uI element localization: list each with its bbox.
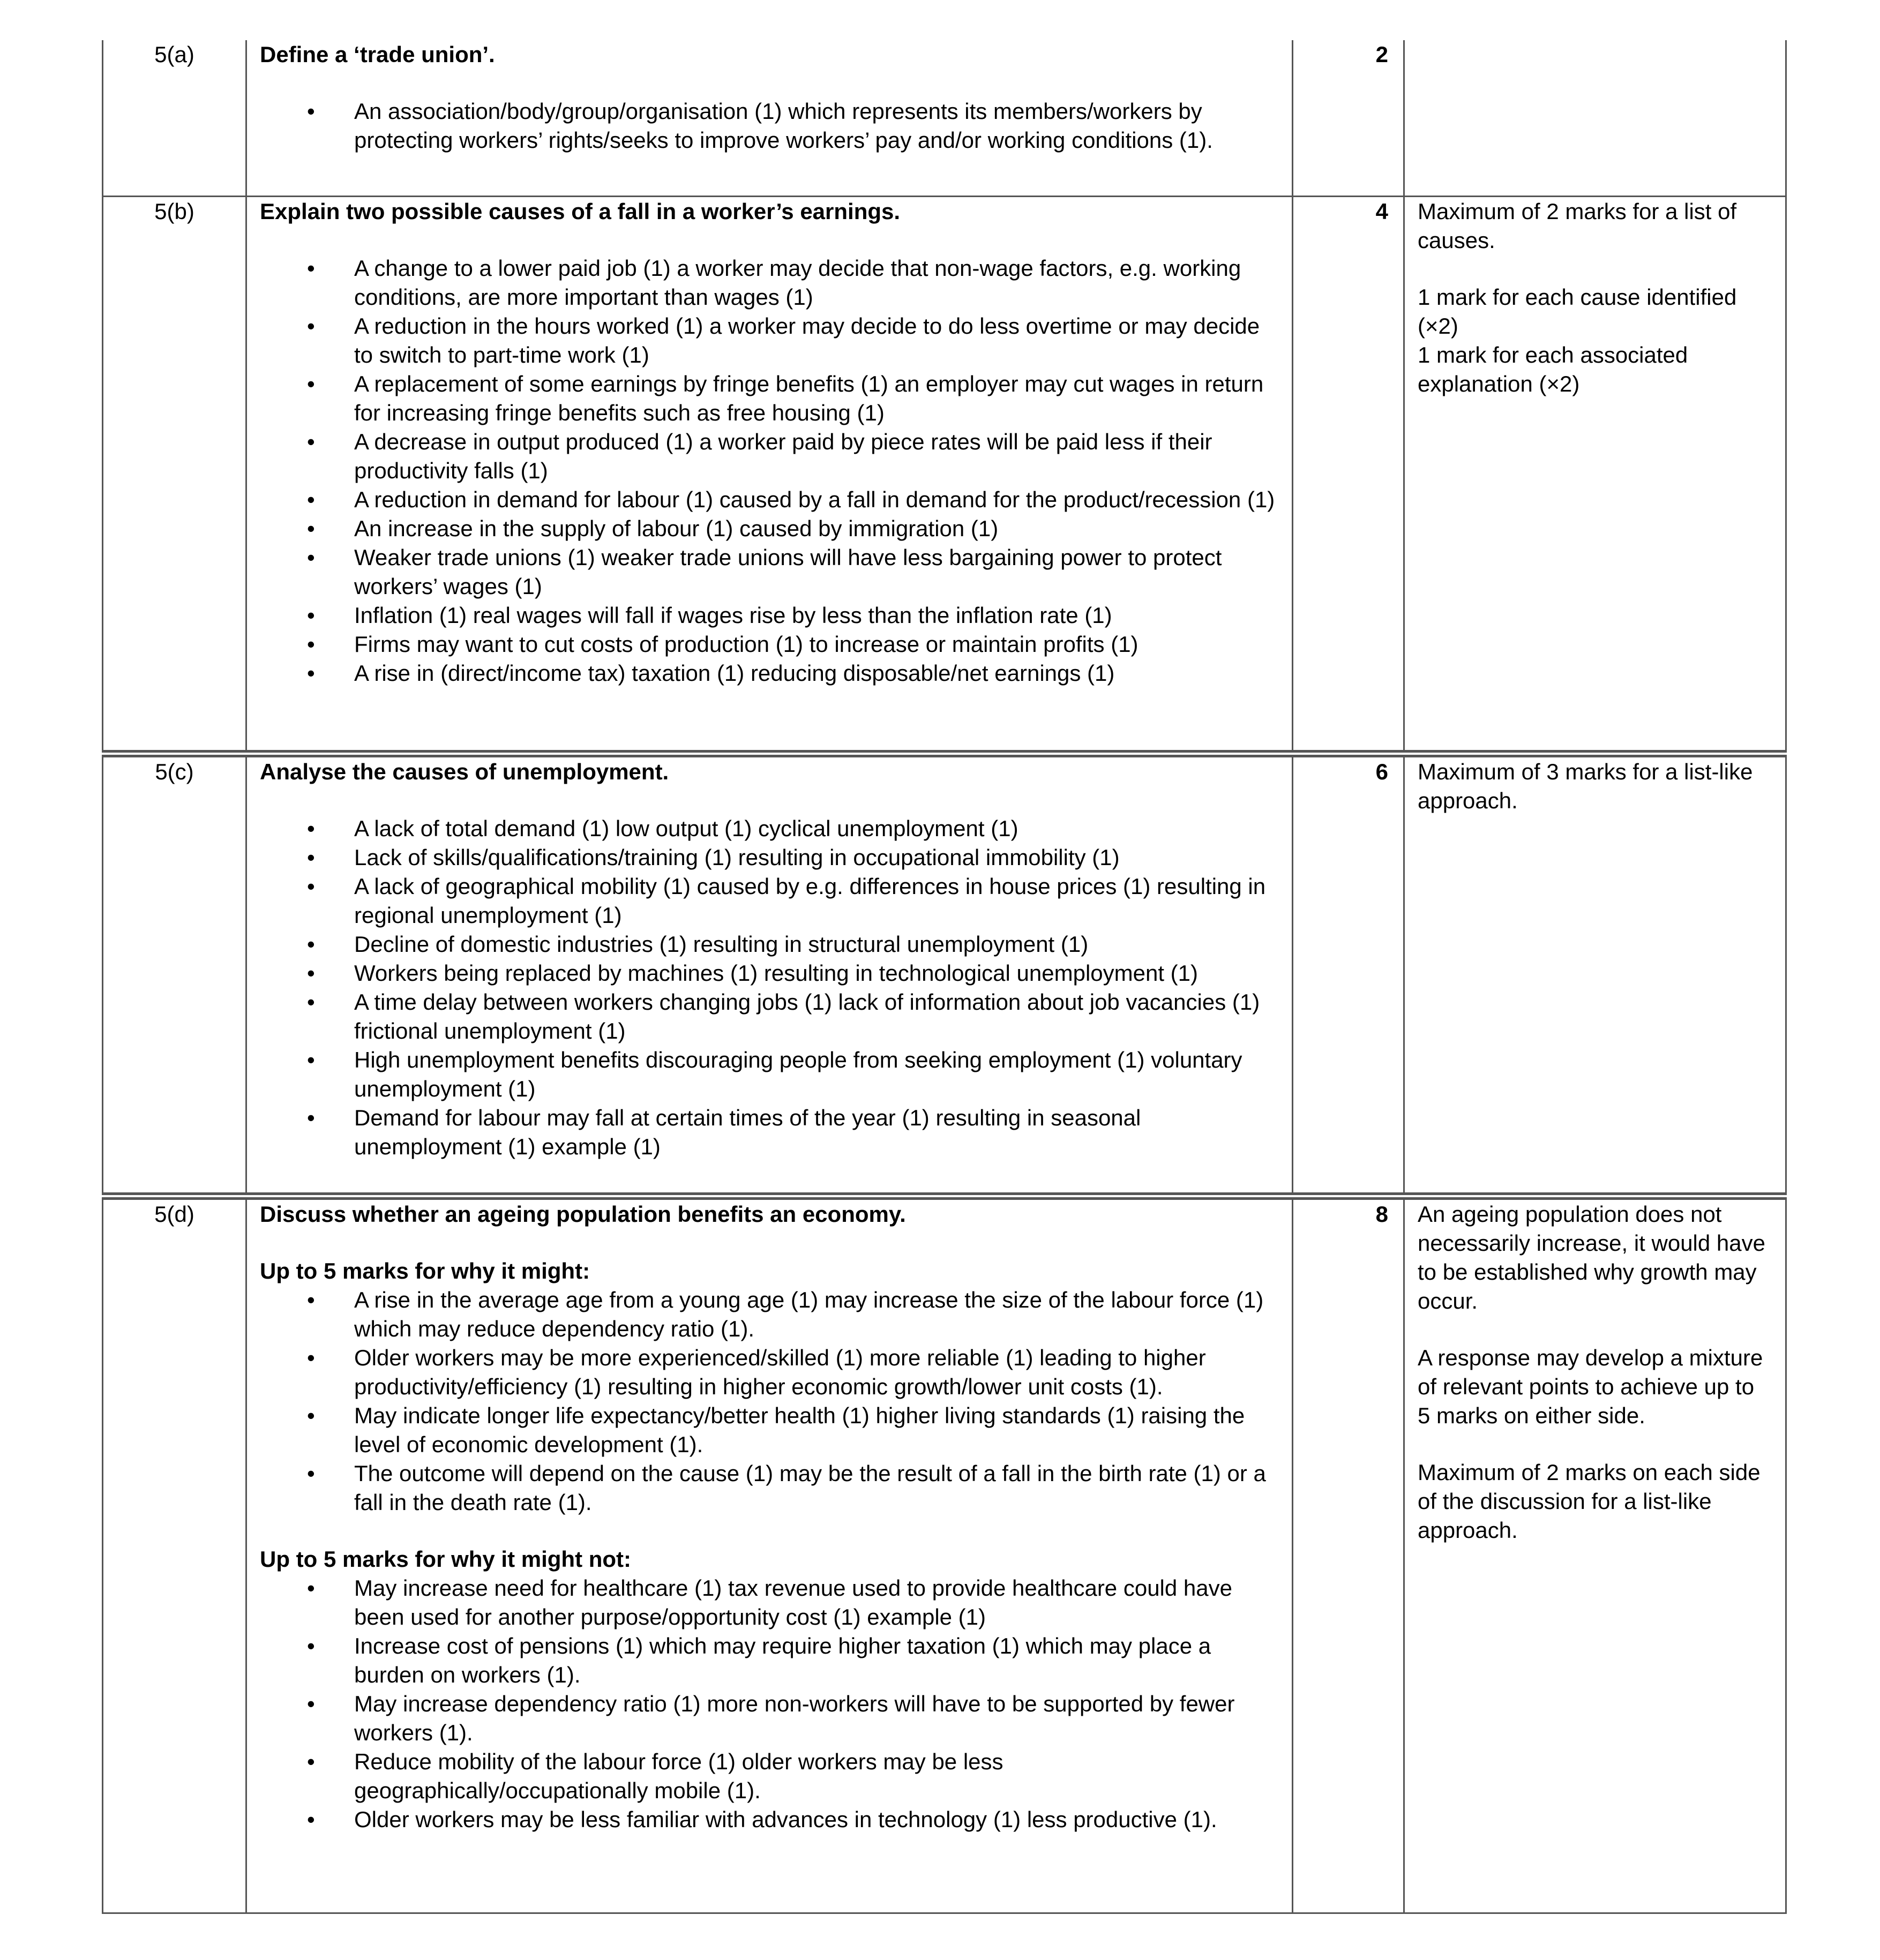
question-prompt: Analyse the causes of unemployment. xyxy=(260,759,669,784)
bullet-icon: • xyxy=(307,516,315,541)
guidance-cell xyxy=(1404,1196,1786,1913)
answer-point: • High unemployment benefits discouraging people from seeking employment (1) voluntary unemployment (1) xyxy=(260,1046,1279,1103)
bullet-icon: • xyxy=(307,845,315,870)
bullet-icon: • xyxy=(307,1047,315,1072)
answer-point: • Lack of skills/qualifications/training (1) resulting in occupational immobility (1) xyxy=(260,843,1279,872)
bullet-icon: • xyxy=(307,1575,315,1601)
marks-cell xyxy=(1293,40,1404,197)
guidance-text: Maximum of 2 marks on each side of the discussion for a list-like approach. xyxy=(1418,1460,1761,1543)
question-row-5c xyxy=(103,754,1786,1196)
bullet-icon: • xyxy=(307,256,315,281)
answer-cell xyxy=(246,754,1293,1196)
marks-cell xyxy=(1293,1196,1404,1913)
bullet-icon: • xyxy=(307,1287,315,1312)
answer-point: • A rise in (direct/income tax) taxation (1) reducing disposable/net earnings (1) xyxy=(260,659,1279,688)
bullet-icon: • xyxy=(307,313,315,339)
answer-point: • Reduce mobility of the labour force (1) older workers may be less geographically/occupationally mobile (1). xyxy=(260,1747,1279,1805)
bullet-icon: • xyxy=(307,1105,315,1130)
guidance-cell xyxy=(1404,754,1786,1196)
bullet-icon: • xyxy=(307,1691,315,1716)
answer-point: • May indicate longer life expectancy/better health (1) higher living standards (1) raising the level of economic development (1). xyxy=(260,1401,1279,1459)
answer-point: • A lack of geographical mobility (1) caused by e.g. differences in house prices (1) resulting in regional unemployment (1) xyxy=(260,872,1279,930)
marks-value: 8 xyxy=(1375,1201,1388,1227)
answer-point: • Older workers may be more experienced/skilled (1) more reliable (1) leading to higher productivity/efficiency (1) resulting in higher economic growth/lower unit costs (1). xyxy=(260,1343,1279,1401)
answer-cell xyxy=(246,1196,1293,1913)
bullet-icon: • xyxy=(307,1403,315,1428)
bullet-icon: • xyxy=(307,371,315,396)
bullet-icon: • xyxy=(307,1345,315,1370)
question-number: 5(b) xyxy=(154,199,194,224)
answer-point: • Older workers may be less familiar with advances in technology (1) less productive (1). xyxy=(260,1805,1279,1834)
bullet-icon: • xyxy=(307,874,315,899)
answer-point: • A reduction in the hours worked (1) a worker may decide to do less overtime or may decide to switch to part-time work (1) xyxy=(260,312,1279,370)
answer-point: • Increase cost of pensions (1) which may require higher taxation (1) which may place a burden on workers (1). xyxy=(260,1632,1279,1689)
bullet-icon: • xyxy=(307,545,315,570)
marks-cell xyxy=(1293,754,1404,1196)
mark-scheme-table xyxy=(102,40,1787,1914)
question-number: 5(c) xyxy=(155,759,194,784)
bullet-icon: • xyxy=(307,487,315,512)
answer-cell xyxy=(246,197,1293,754)
answer-points xyxy=(260,814,1279,1161)
marks-value: 4 xyxy=(1375,199,1388,224)
answer-point: • A replacement of some earnings by fringe benefits (1) an employer may cut wages in return for increasing fringe benefits such as free housing (1) xyxy=(260,370,1279,427)
answer-point: • A rise in the average age from a young age (1) may increase the size of the labour force (1) which may reduce dependency ratio (1). xyxy=(260,1286,1279,1343)
question-number: 5(d) xyxy=(154,1201,194,1227)
answer-point: • May increase need for healthcare (1) tax revenue used to provide healthcare could have been used for another purpose/opportunity cost (1) example (1) xyxy=(260,1574,1279,1632)
guidance-cell xyxy=(1404,40,1786,197)
question-row-5b xyxy=(103,197,1786,754)
answer-point: • Workers being replaced by machines (1) resulting in technological unemployment (1) xyxy=(260,959,1279,988)
answer-points xyxy=(260,1574,1279,1834)
answer-point: • A decrease in output produced (1) a worker paid by piece rates will be paid less if their productivity falls (1) xyxy=(260,427,1279,485)
answer-point: • Weaker trade unions (1) weaker trade unions will have less bargaining power to protect workers’ wages (1) xyxy=(260,543,1279,601)
question-prompt: Define a ‘trade union’. xyxy=(260,42,495,67)
bullet-icon: • xyxy=(307,1633,315,1658)
guidance-text: An ageing population does not necessarily increase, it would have to be established why growth may occur. xyxy=(1418,1201,1765,1313)
question-row-5a xyxy=(103,40,1786,197)
question-prompt: Explain two possible causes of a fall in a worker’s earnings. xyxy=(260,199,901,224)
bullet-icon: • xyxy=(307,99,315,124)
question-number-cell xyxy=(103,40,246,197)
guidance-text: 1 mark for each cause identified (×2) 1 mark for each associated explanation (×2) xyxy=(1418,284,1737,396)
answer-point: • The outcome will depend on the cause (1) may be the result of a fall in the birth rate (1) or a fall in the death rate (1). xyxy=(260,1459,1279,1517)
answer-cell xyxy=(246,40,1293,197)
section-heading: Up to 5 marks for why it might: xyxy=(260,1258,590,1283)
answer-point: • A lack of total demand (1) low output (1) cyclical unemployment (1) xyxy=(260,814,1279,843)
marks-value: 2 xyxy=(1375,42,1388,67)
bullet-icon: • xyxy=(307,816,315,841)
question-number-cell xyxy=(103,754,246,1196)
bullet-icon: • xyxy=(307,632,315,657)
question-number-cell xyxy=(103,197,246,754)
marks-value: 6 xyxy=(1375,759,1388,784)
answer-point: • May increase dependency ratio (1) more non-workers will have to be supported by fewer workers (1). xyxy=(260,1689,1279,1747)
bullet-icon: • xyxy=(307,932,315,957)
answer-point: • Inflation (1) real wages will fall if wages rise by less than the inflation rate (1) xyxy=(260,601,1279,630)
answer-point: • A reduction in demand for labour (1) caused by a fall in demand for the product/recession (1) xyxy=(260,485,1279,514)
bullet-icon: • xyxy=(307,1807,315,1832)
guidance-text: Maximum of 3 marks for a list-like approach. xyxy=(1418,759,1753,813)
bullet-icon: • xyxy=(307,603,315,628)
bullet-icon: • xyxy=(307,1749,315,1774)
answer-point: • Demand for labour may fall at certain times of the year (1) resulting in seasonal unemployment (1) example (1) xyxy=(260,1103,1279,1161)
marks-cell xyxy=(1293,197,1404,754)
answer-points xyxy=(260,254,1279,688)
answer-point: • A time delay between workers changing jobs (1) lack of information about job vacancies (1) frictional unemployment (1) xyxy=(260,988,1279,1046)
question-number: 5(a) xyxy=(154,42,194,67)
bullet-icon: • xyxy=(307,1461,315,1486)
answer-point: • A change to a lower paid job (1) a worker may decide that non-wage factors, e.g. working conditions, are more important than wages (1) xyxy=(260,254,1279,312)
guidance-cell xyxy=(1404,197,1786,754)
question-row-5d xyxy=(103,1196,1786,1913)
bullet-icon: • xyxy=(307,429,315,454)
bullet-icon: • xyxy=(307,660,315,686)
bullet-icon: • xyxy=(307,989,315,1015)
answer-points xyxy=(260,97,1279,155)
answer-point: • An increase in the supply of labour (1) caused by immigration (1) xyxy=(260,514,1279,543)
bullet-icon: • xyxy=(307,960,315,986)
answer-point: • An association/body/group/organisation (1) which represents its members/workers by protecting workers’ rights/seeks to improve workers’ pay and/or working conditions (1). xyxy=(260,97,1279,155)
question-prompt: Discuss whether an ageing population benefits an economy. xyxy=(260,1201,906,1227)
answer-point: • Firms may want to cut costs of production (1) to increase or maintain profits (1) xyxy=(260,630,1279,659)
guidance-text: Maximum of 2 marks for a list of causes. xyxy=(1418,199,1737,253)
section-heading: Up to 5 marks for why it might not: xyxy=(260,1546,632,1572)
question-number-cell xyxy=(103,1196,246,1913)
answer-points xyxy=(260,1286,1279,1517)
guidance-text: A response may develop a mixture of relevant points to achieve up to 5 marks on either side. xyxy=(1418,1345,1763,1428)
answer-point: • Decline of domestic industries (1) resulting in structural unemployment (1) xyxy=(260,930,1279,959)
